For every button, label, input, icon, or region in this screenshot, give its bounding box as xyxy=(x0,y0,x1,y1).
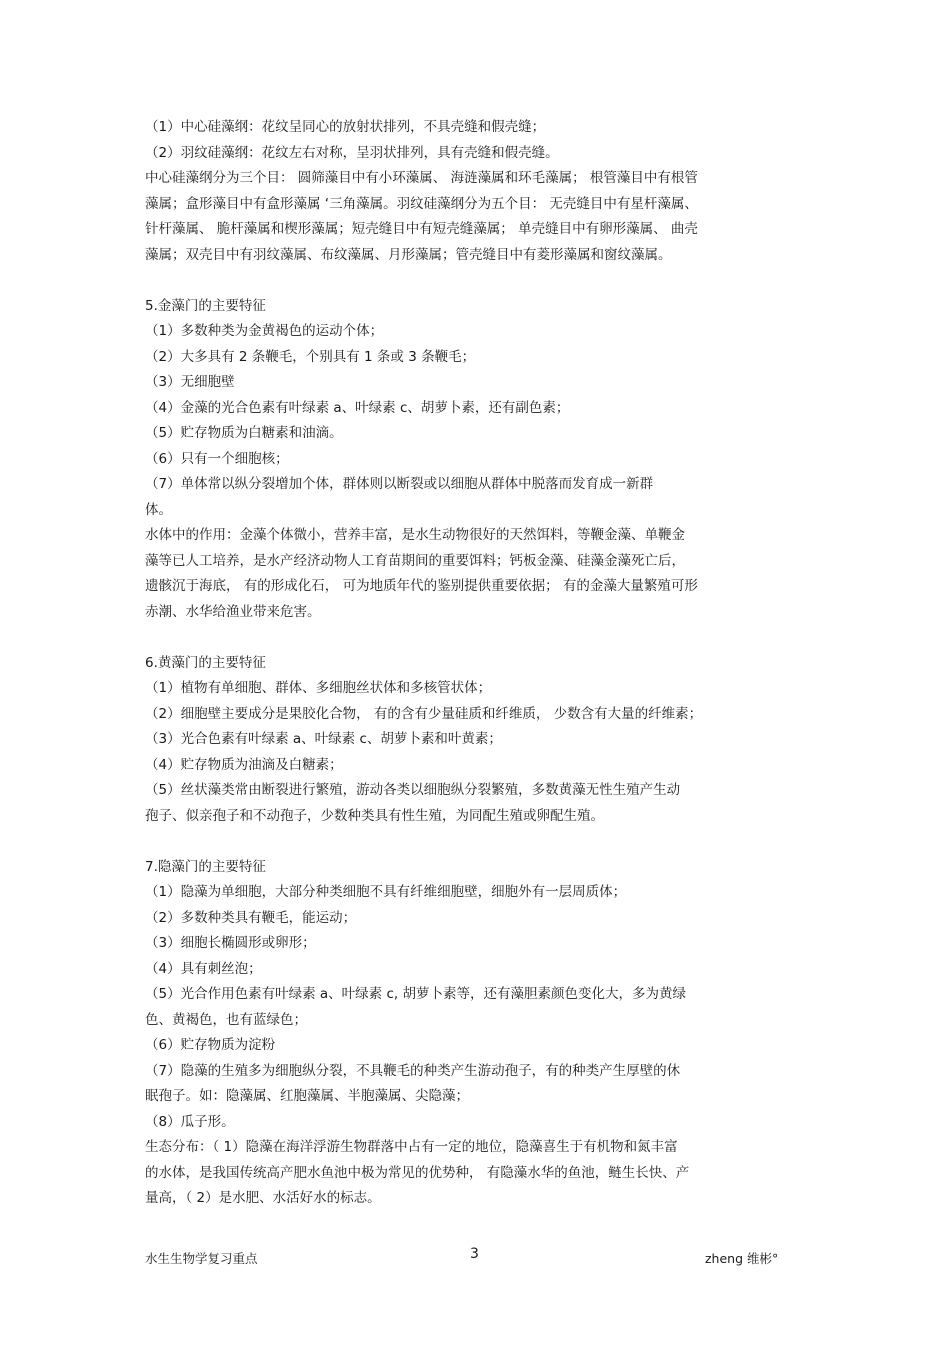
page-footer xyxy=(0,1246,950,1268)
text-line: （5）丝状藻类常由断裂进行繁殖，游动各类以细胞纵分裂繁殖，多数黄藻无性生殖产生动 xyxy=(145,782,681,798)
text-line: 7.隐藻门的主要特征 xyxy=(145,858,266,875)
text-line: 色、黄褐色，也有蓝绿色； xyxy=(145,1011,307,1028)
text-line: （1）多数种类为金黄褐色的运动个体； xyxy=(145,323,384,339)
paragraph-gap xyxy=(145,268,815,294)
text-line: （1）中心硅藻纲：花纹呈同心的放射状排列，不具壳缝和假壳缝； xyxy=(145,119,546,135)
text-line: 藻属；双壳目中有羽纹藻属、布纹藻属、月形藻属；管壳缝目中有菱形藻属和窗纹藻属。 xyxy=(145,246,672,263)
text-line: （8）瓜子形。 xyxy=(145,1113,235,1130)
text-line: 藻属；盒形藻目中有盒形藻属 ‘三角藻属。羽纹硅藻纲分为五个目： 无壳缝目中有星杆藻属、 xyxy=(145,195,698,212)
text-line: 水体中的作用：金藻个体微小，营养丰富，是水生动物很好的天然饵料，等鞭金藻、单鞭金 xyxy=(145,527,685,543)
text-line: （3）细胞长椭圆形或卵形； xyxy=(145,935,316,951)
text-line: 针杆藻属、 脆杆藻属和楔形藻属；短壳缝目中有短壳缝藻属； 单壳缝目中有卵形藻属、 曲壳 xyxy=(145,221,698,237)
document-body xyxy=(145,115,815,1212)
text-line: （4）贮存物质为油滴及白糖素； xyxy=(145,756,343,773)
text-line: （2）细胞壁主要成分是果胶化合物， 有的含有少量硅质和纤维质， 少数含有大量的纤维素； xyxy=(145,705,703,722)
paragraph-gap xyxy=(145,625,815,651)
text-line: 生态分布：（ 1）隐藻在海洋浮游生物群落中占有一定的地位，隐藻喜生于有机物和氮丰富 xyxy=(145,1139,678,1155)
text-line: （5）贮存物质为白糖素和油滴。 xyxy=(145,425,343,441)
text-line: （4）具有刺丝泡； xyxy=(145,960,262,977)
text-line: （7）隐藻的生殖多为细胞纵分裂，不具鞭毛的种类产生游动孢子，有的种类产生厚壁的休 xyxy=(145,1062,681,1079)
text-line: 孢子、似亲孢子和不动孢子，少数种类具有性生殖，为同配生殖或卵配生殖。 xyxy=(145,807,604,824)
paragraph-gap xyxy=(145,829,815,855)
text-line: 6.黄藻门的主要特征 xyxy=(145,654,266,671)
text-line: 中心硅藻纲分为三个目： 圆筛藻目中有小环藻属、 海涟藻属和环毛藻属； 根管藻目中有根管 xyxy=(145,170,698,186)
text-line: 量高，（ 2）是水肥、水活好水的标志。 xyxy=(145,1190,381,1206)
text-line: 的水体，是我国传统高产肥水鱼池中极为常见的优势种， 有隐藻水华的鱼池，鲢生长快、产 xyxy=(145,1164,690,1181)
text-line: 体。 xyxy=(145,501,172,518)
text-line: （3）光合色素有叶绿素 a、叶绿素 c、胡萝卜素和叶黄素； xyxy=(145,731,502,747)
text-line: （1）隐藻为单细胞，大部分种类细胞不具有纤维细胞壁，细胞外有一层周质体； xyxy=(145,884,627,900)
text-line: （7）单体常以纵分裂增加个体，群体则以断裂或以细胞从群体中脱落而发育成一新群 xyxy=(145,476,654,492)
text-line: （6）贮存物质为淀粉 xyxy=(145,1037,276,1053)
text-line: 眠孢子。如：隐藻属、红胞藻属、半胞藻属、尖隐藻； xyxy=(145,1088,469,1104)
page-number: 3 xyxy=(470,1246,479,1262)
text-line: 遗骸沉于海底， 有的形成化石， 可为地质年代的鉴别提供重要依据； 有的金藻大量繁殖可形 xyxy=(145,578,698,594)
text-line: （2）羽纹硅藻纲：花纹左右对称，呈羽状排列，具有壳缝和假壳缝。 xyxy=(145,144,559,161)
text-line: 5.金藻门的主要特征 xyxy=(145,297,266,314)
text-line: （4）金藻的光合色素有叶绿素 a、叶绿素 c、胡萝卜素，还有副色素； xyxy=(145,399,570,416)
text-line: 藻等已人工培养，是水产经济动物人工育苗期间的重要饵料；钙板金藻、硅藻金藻死亡后， xyxy=(145,552,685,569)
text-line: （6）只有一个细胞核； xyxy=(145,450,289,467)
text-line: 赤潮、水华给渔业带来危害。 xyxy=(145,603,321,620)
text-line: （2）大多具有 2 条鞭毛，个别具有 1 条或 3 条鞭毛； xyxy=(145,348,476,365)
footer-title: 水生生物学复习重点 xyxy=(145,1251,258,1266)
footer-author: zheng 维彬° xyxy=(705,1251,779,1266)
text-line: （1）植物有单细胞、群体、多细胞丝状体和多核管状体； xyxy=(145,680,492,696)
text-line: （2）多数种类具有鞭毛，能运动； xyxy=(145,909,357,926)
text-line: （3）无细胞壁 xyxy=(145,374,235,390)
text-line: （5）光合作用色素有叶绿素 a、叶绿素 c, 胡萝卜素等，还有藻胆素颜色变化大，多为黄绿 xyxy=(145,986,686,1002)
